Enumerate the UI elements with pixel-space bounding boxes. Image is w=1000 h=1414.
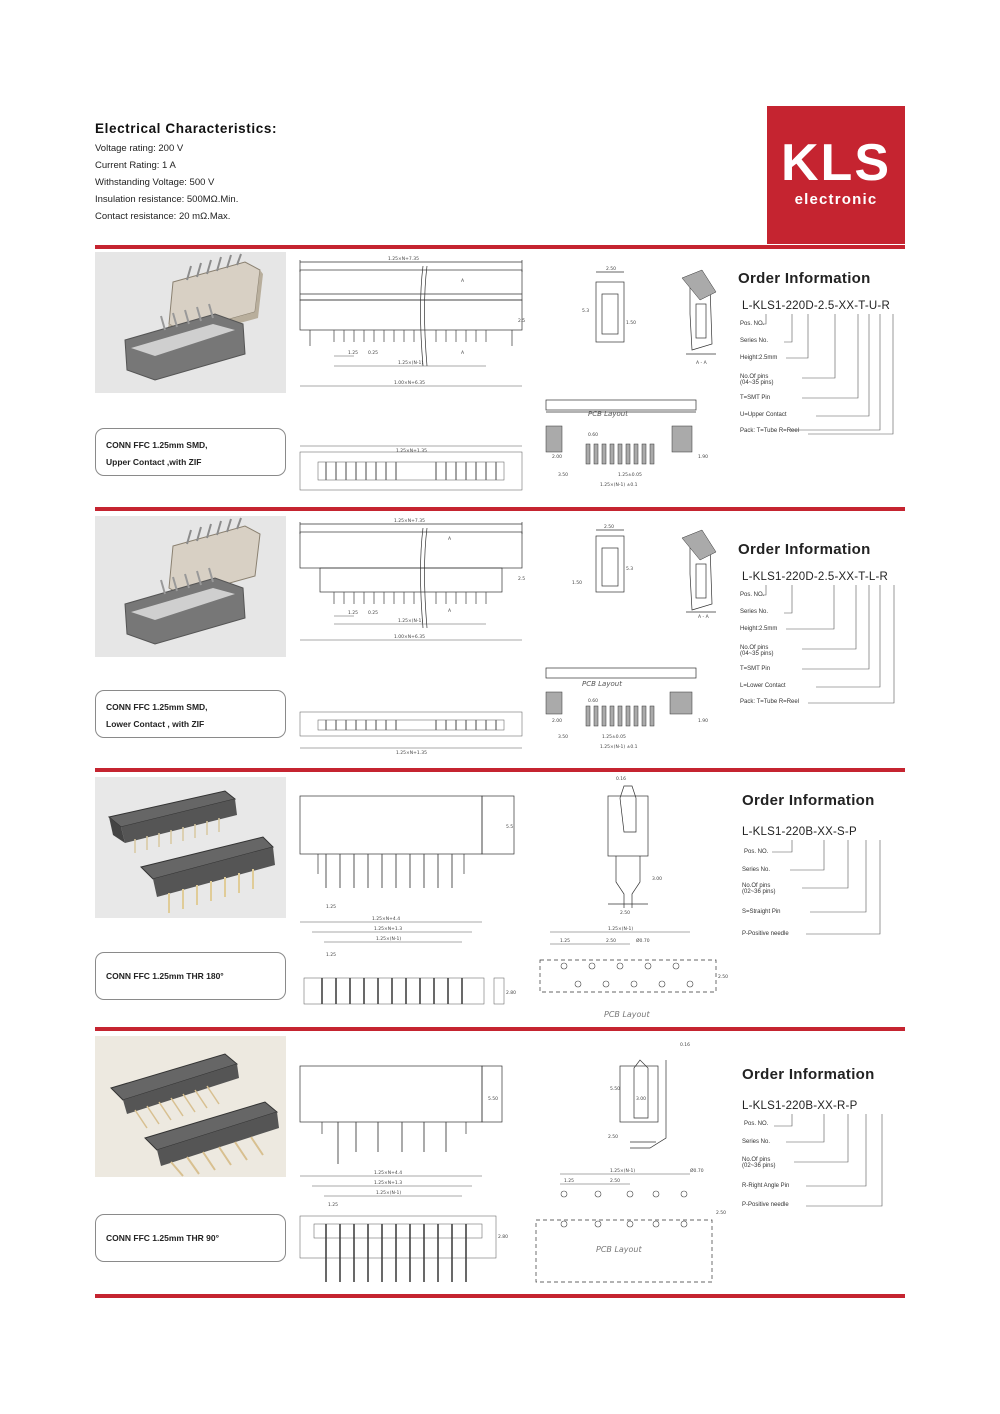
order-item: Series No. (742, 867, 771, 873)
dim-label: 1.25×(N-1) ±0.1 (600, 745, 638, 750)
order-item: Height:2.5mm (740, 626, 778, 632)
dim-label: 1.25 (564, 1179, 575, 1184)
dim-label: 0.25 (368, 611, 379, 616)
dim-label: 1.00×N+6.35 (394, 635, 425, 640)
order-title: Order Information (738, 270, 871, 287)
part-number: L-KLS1-220B-XX-S-P (742, 826, 857, 838)
technical-drawing-front (296, 256, 526, 496)
dim-label: Ø0.70 (636, 939, 650, 944)
technical-drawing-front (296, 1052, 526, 1292)
product-label-line: CONN FFC 1.25mm THR 90° (106, 1233, 219, 1243)
spec-withstanding-voltage: Withstanding Voltage: 500 V (95, 177, 215, 188)
dim-label: 2.50 (606, 267, 617, 272)
dim-label: 1.25×(N-1) (398, 361, 424, 366)
order-item: P-Positive needle (742, 1202, 789, 1208)
order-item: U=Upper Contact (740, 412, 787, 418)
dim-label: 2.80 (498, 1235, 509, 1240)
part-number: L-KLS1-220D-2.5-XX-T-U-R (742, 300, 890, 312)
order-item: No.Of pins (742, 1157, 771, 1163)
order-item: (04~35 pins) (740, 651, 774, 657)
dim-label: 2.50 (606, 939, 617, 944)
dim-label: 2.5 (518, 319, 526, 324)
dim-label: 1.25×N+1.3 (374, 1181, 403, 1186)
dim-label: A (461, 279, 465, 284)
spec-current-rating: Current Rating: 1 A (95, 160, 176, 171)
logo-mark: KLS (781, 134, 891, 192)
order-item: T=SMT Pin (740, 395, 771, 401)
section-divider (95, 768, 905, 772)
dim-label: A (448, 537, 452, 542)
order-item: R-Right Angle Pin (742, 1183, 790, 1189)
order-item: Pos. NO. (744, 849, 769, 855)
order-item: Series No. (740, 338, 769, 344)
pcb-layout-label: PCB Layout (588, 410, 628, 418)
product-label-line: CONN FFC 1.25mm THR 180° (106, 971, 224, 981)
product-photo-smd-upper (95, 252, 286, 393)
product-label-line: CONN FFC 1.25mm SMD, (106, 440, 208, 450)
pcb-layout-label: PCB Layout (596, 1245, 642, 1254)
dim-label: A (461, 351, 465, 356)
dim-label: 5.3 (626, 567, 634, 572)
dim-label: 1.25 (326, 905, 337, 910)
order-item: T=SMT Pin (740, 666, 771, 672)
dim-label: 3.50 (558, 473, 569, 478)
order-title: Order Information (738, 541, 871, 558)
dim-label: 0.25 (368, 351, 379, 356)
order-information (742, 792, 917, 942)
order-item: Pos. NO. (740, 321, 765, 327)
order-item: (02~36 pins) (742, 1163, 776, 1169)
technical-drawing-front (296, 776, 526, 1016)
order-title: Order Information (742, 1066, 875, 1083)
dim-label: 1.25 (328, 1203, 339, 1208)
dim-label: 3.00 (652, 877, 663, 882)
dim-label: 1.25 (348, 351, 359, 356)
order-item: (02~36 pins) (742, 889, 776, 895)
dim-label: 2.50 (620, 911, 631, 916)
dim-label: A - A (698, 615, 709, 620)
product-label-box (95, 428, 286, 476)
product-photo-smd-lower (95, 516, 286, 657)
dim-label: 3.00 (636, 1097, 647, 1102)
part-number: L-KLS1-220B-XX-R-P (742, 1100, 858, 1112)
dim-label: 1.25×N+1.3 (374, 927, 403, 932)
section-divider (95, 245, 905, 249)
order-item: Pos. NO. (740, 592, 765, 598)
dim-label: 2.00 (552, 455, 563, 460)
dim-label: 0.60 (588, 433, 599, 438)
product-label-box (95, 690, 286, 738)
dim-label: 1.25×N+1.35 (396, 449, 427, 454)
order-item: S=Straight Pin (742, 909, 781, 915)
technical-drawing-side (520, 772, 730, 1022)
dim-label: 1.90 (698, 455, 709, 460)
dim-label: 5.5 (506, 825, 514, 830)
dim-label: 0.16 (680, 1043, 691, 1048)
dim-label: 1.25×N+4.4 (372, 917, 401, 922)
dim-label: Ø0.70 (690, 1169, 704, 1174)
dim-label: 1.25×(N-1) (376, 1191, 402, 1196)
dim-label: 1.25 (326, 953, 337, 958)
technical-drawing-side (540, 524, 730, 754)
logo-subtitle: electronic (794, 191, 878, 208)
technical-drawing-front (296, 518, 526, 758)
dim-label: 1.25 (348, 611, 359, 616)
product-label-line: Lower Contact , with ZIF (106, 719, 205, 729)
dim-label: 2.5 (518, 577, 526, 582)
product-photo-thr-180 (95, 777, 286, 918)
dim-label: 0.60 (588, 699, 599, 704)
dim-label: 2.50 (604, 525, 615, 530)
section-divider (95, 507, 905, 511)
pcb-layout-label: PCB Layout (604, 1010, 650, 1019)
product-label-line: CONN FFC 1.25mm SMD, (106, 702, 208, 712)
dim-label: 2.50 (608, 1135, 619, 1140)
order-item: Series No. (740, 609, 769, 615)
product-photo-thr-90 (95, 1036, 286, 1177)
dim-label: 2.50 (718, 975, 729, 980)
order-item: No.Of pins (740, 645, 769, 651)
dim-label: A - A (696, 361, 707, 366)
dim-label: 2.80 (506, 991, 517, 996)
dim-label: 1.25×N+1.35 (396, 751, 427, 756)
product-label-box (95, 952, 286, 1000)
spec-insulation-resistance: Insulation resistance: 500MΩ.Min. (95, 194, 239, 205)
order-item: P-Positive needle (742, 931, 789, 937)
order-item: No.Of pins (740, 374, 769, 380)
dim-label: 1.00×N+6.35 (394, 381, 425, 386)
technical-drawing-side (540, 264, 730, 494)
order-item: Pack: T=Tube R=Reel (740, 699, 800, 705)
dim-label: 1.25×N+7.35 (388, 257, 419, 262)
spec-voltage-rating: Voltage rating: 200 V (95, 143, 184, 154)
section-divider (95, 1027, 905, 1031)
spec-contact-resistance: Contact resistance: 20 mΩ.Max. (95, 211, 231, 222)
order-item: Series No. (742, 1139, 771, 1145)
kls-logo (767, 106, 905, 244)
electrical-characteristics (95, 121, 277, 225)
dim-label: 1.25×N+7.35 (394, 519, 425, 524)
dim-label: 2.00 (552, 719, 563, 724)
section-divider (95, 1294, 905, 1298)
order-item: Pos. NO. (744, 1121, 769, 1127)
dim-label: 0.16 (616, 777, 627, 782)
order-item: Height:2.5mm (740, 355, 778, 361)
dim-label: 1.25×(N-1) (608, 927, 634, 932)
dim-label: 1.50 (626, 321, 637, 326)
dim-label: A (448, 609, 452, 614)
order-item: L=Lower Contact (740, 683, 786, 689)
product-label-line: Upper Contact ,with ZIF (106, 457, 202, 467)
order-information (742, 1066, 917, 1216)
order-item: (04~35 pins) (740, 380, 774, 386)
dim-label: 5.50 (488, 1097, 499, 1102)
order-information (738, 270, 913, 440)
order-item: Pack: T=Tube R=Reel (740, 428, 800, 434)
technical-drawing-side (530, 1038, 730, 1288)
dim-label: 1.25×(N-1) (398, 619, 424, 624)
dim-label: 1.25×(N-1) (610, 1169, 636, 1174)
order-item: No.Of pins (742, 883, 771, 889)
dim-label: 2.50 (716, 1211, 727, 1216)
part-number: L-KLS1-220D-2.5-XX-T-L-R (742, 571, 889, 583)
product-label-box (95, 1214, 286, 1262)
dim-label: 1.50 (572, 581, 583, 586)
dim-label: 5.3 (582, 309, 590, 314)
dim-label: 1.25×N+4.4 (374, 1171, 403, 1176)
dim-label: 5.50 (610, 1087, 621, 1092)
order-title: Order Information (742, 792, 875, 809)
dim-label: 1.25±0.05 (618, 473, 642, 478)
dim-label: 1.25×(N-1) ±0.1 (600, 483, 638, 488)
electrical-title: Electrical Characteristics: (95, 121, 278, 136)
dim-label: 2.50 (610, 1179, 621, 1184)
dim-label: 3.50 (558, 735, 569, 740)
dim-label: 1.90 (698, 719, 709, 724)
dim-label: 1.25×(N-1) (376, 937, 402, 942)
dim-label: 1.25±0.05 (602, 735, 626, 740)
pcb-layout-label: PCB Layout (582, 680, 622, 688)
order-information (738, 541, 913, 711)
dim-label: 1.25 (560, 939, 571, 944)
